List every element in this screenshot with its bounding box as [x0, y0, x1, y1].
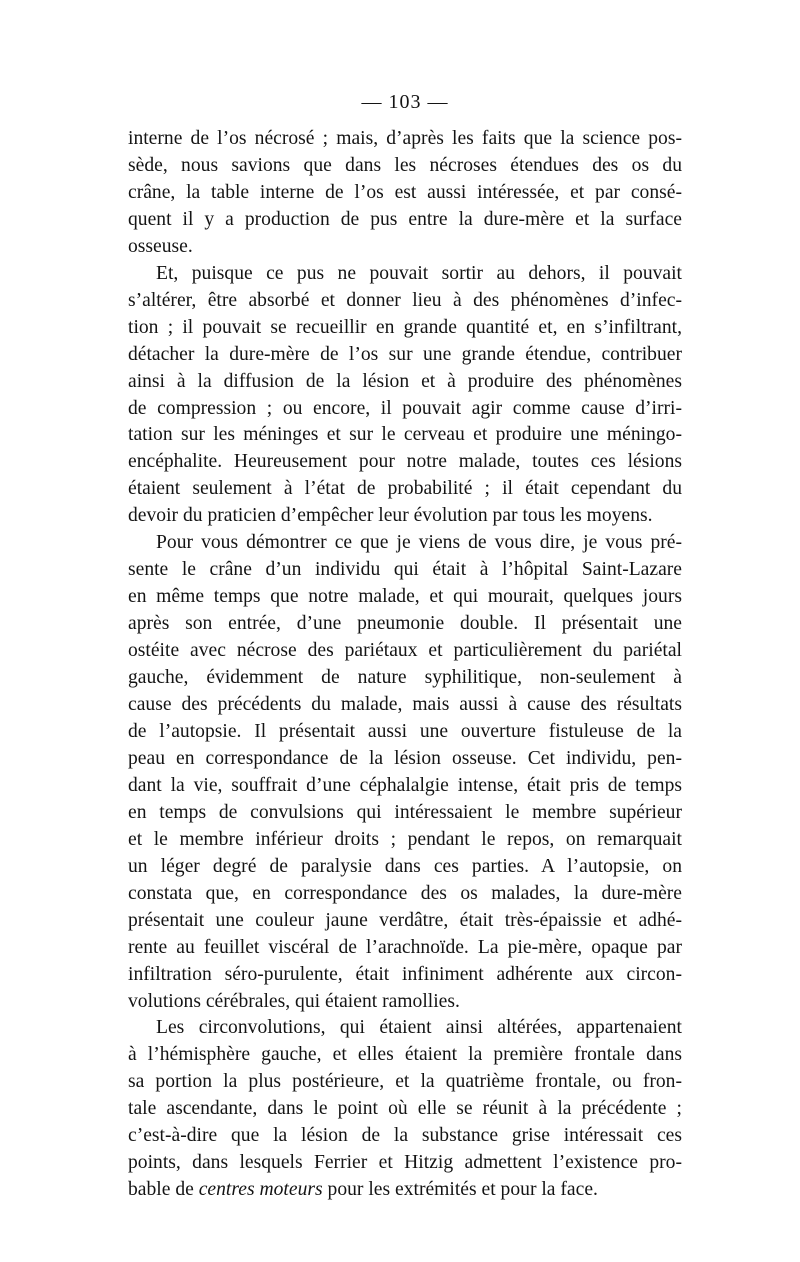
- text-line: cause des précédents du malade, mais aussi à cause des résultats: [128, 694, 682, 716]
- text-line: c’est-à-dire que la lésion de la substance grise intéressait ces: [128, 1125, 682, 1147]
- text-line: étaient seulement à l’état de probabilité ; il était cependant du: [128, 478, 682, 500]
- text-line: de compression ; ou encore, il pouvait agir comme cause d’irri-: [128, 397, 682, 419]
- text-line: Pour vous démontrer ce que je viens de vous dire, je vous pré-: [156, 532, 682, 554]
- text-line: volutions cérébrales, qui étaient ramollies.: [128, 990, 460, 1012]
- text-line: à l’hémisphère gauche, et elles étaient la première frontale dans: [128, 1044, 682, 1066]
- text-line: après son entrée, d’une pneumonie double. Il présentait une: [128, 613, 682, 635]
- text-line: et le membre inférieur droits ; pendant le repos, on remarquait: [128, 828, 682, 850]
- text-line: points, dans lesquels Ferrier et Hitzig admettent l’existence pro-: [128, 1152, 682, 1174]
- text-line: détacher la dure-mère de l’os sur une grande étendue, contribuer: [128, 343, 682, 365]
- text-line: devoir du praticien d’empêcher leur évolution par tous les moyens.: [128, 505, 653, 527]
- text-line: sa portion la plus postérieure, et la quatrième frontale, ou fron-: [128, 1071, 682, 1093]
- page-number: — 103 —: [361, 91, 449, 113]
- italic-phrase: centres moteurs: [198, 1179, 323, 1201]
- text-line: gauche, évidemment de nature syphilitique, non-seulement à: [128, 667, 682, 689]
- text-line: dant la vie, souffrait d’une céphalalgie intense, était pris de temps: [128, 774, 682, 796]
- text-line: tation sur les méninges et sur le cerveau et produire une méningo-: [128, 424, 682, 446]
- text-line: sente le crâne d’un individu qui était à l’hôpital Saint-Lazare: [128, 559, 682, 581]
- text-line: de l’autopsie. Il présentait aussi une ouverture fistuleuse de la: [128, 720, 682, 742]
- text-line: ainsi à la diffusion de la lésion et à produire des phénomènes: [128, 370, 682, 392]
- book-page: [128, 86, 682, 1204]
- paragraph: [128, 126, 682, 261]
- text-line: interne de l’os nécrosé ; mais, d’après les faits que la science pos-: [128, 128, 682, 149]
- text-line: sède, nous savions que dans les nécroses étendues des os du: [128, 154, 682, 176]
- body-text: [128, 126, 682, 1204]
- text-line: s’altérer, être absorbé et donner lieu à des phénomènes d’infec-: [128, 289, 682, 311]
- text-segment: pour les extrémités et pour la face.: [322, 1179, 598, 1201]
- paragraph: [128, 261, 682, 531]
- text-line: [128, 1177, 682, 1204]
- text-line: infiltration séro-purulente, était infiniment adhérente aux circon-: [128, 963, 682, 985]
- text-line: constata que, en correspondance des os malades, la dure-mère: [128, 882, 682, 904]
- paragraph: [128, 530, 682, 1015]
- text-line: tion ; il pouvait se recueillir en grande quantité et, en s’infiltrant,: [128, 316, 682, 338]
- text-line: quent il y a production de pus entre la dure-mère et la surface: [128, 208, 682, 230]
- paragraph: [128, 1015, 682, 1204]
- text-line: Les circonvolutions, qui étaient ainsi altérées, appartenaient: [156, 1017, 682, 1039]
- text-line: tale ascendante, dans le point où elle se réunit à la précédente ;: [128, 1098, 682, 1120]
- text-line: rente au feuillet viscéral de l’arachnoïde. La pie-mère, opaque par: [128, 936, 682, 958]
- text-line: peau en correspondance de la lésion osseuse. Cet individu, pen-: [128, 747, 682, 769]
- text-segment: bable de: [128, 1179, 199, 1201]
- text-line: encéphalite. Heureusement pour notre malade, toutes ces lésions: [128, 451, 682, 473]
- text-line: un léger degré de paralysie dans ces parties. A l’autopsie, on: [128, 855, 682, 877]
- text-line: en même temps que notre malade, et qui mourait, quelques jours: [128, 586, 682, 608]
- text-line: en temps de convulsions qui intéressaient le membre supérieur: [128, 801, 682, 823]
- text-line: présentait une couleur jaune verdâtre, était très-épaissie et adhé-: [128, 909, 682, 931]
- text-line: osseuse.: [128, 235, 193, 257]
- text-line: crâne, la table interne de l’os est aussi intéressée, et par consé-: [128, 181, 682, 203]
- text-line: Et, puisque ce pus ne pouvait sortir au dehors, il pouvait: [156, 262, 682, 284]
- text-line: ostéite avec nécrose des pariétaux et particulièrement du pariétal: [128, 640, 682, 662]
